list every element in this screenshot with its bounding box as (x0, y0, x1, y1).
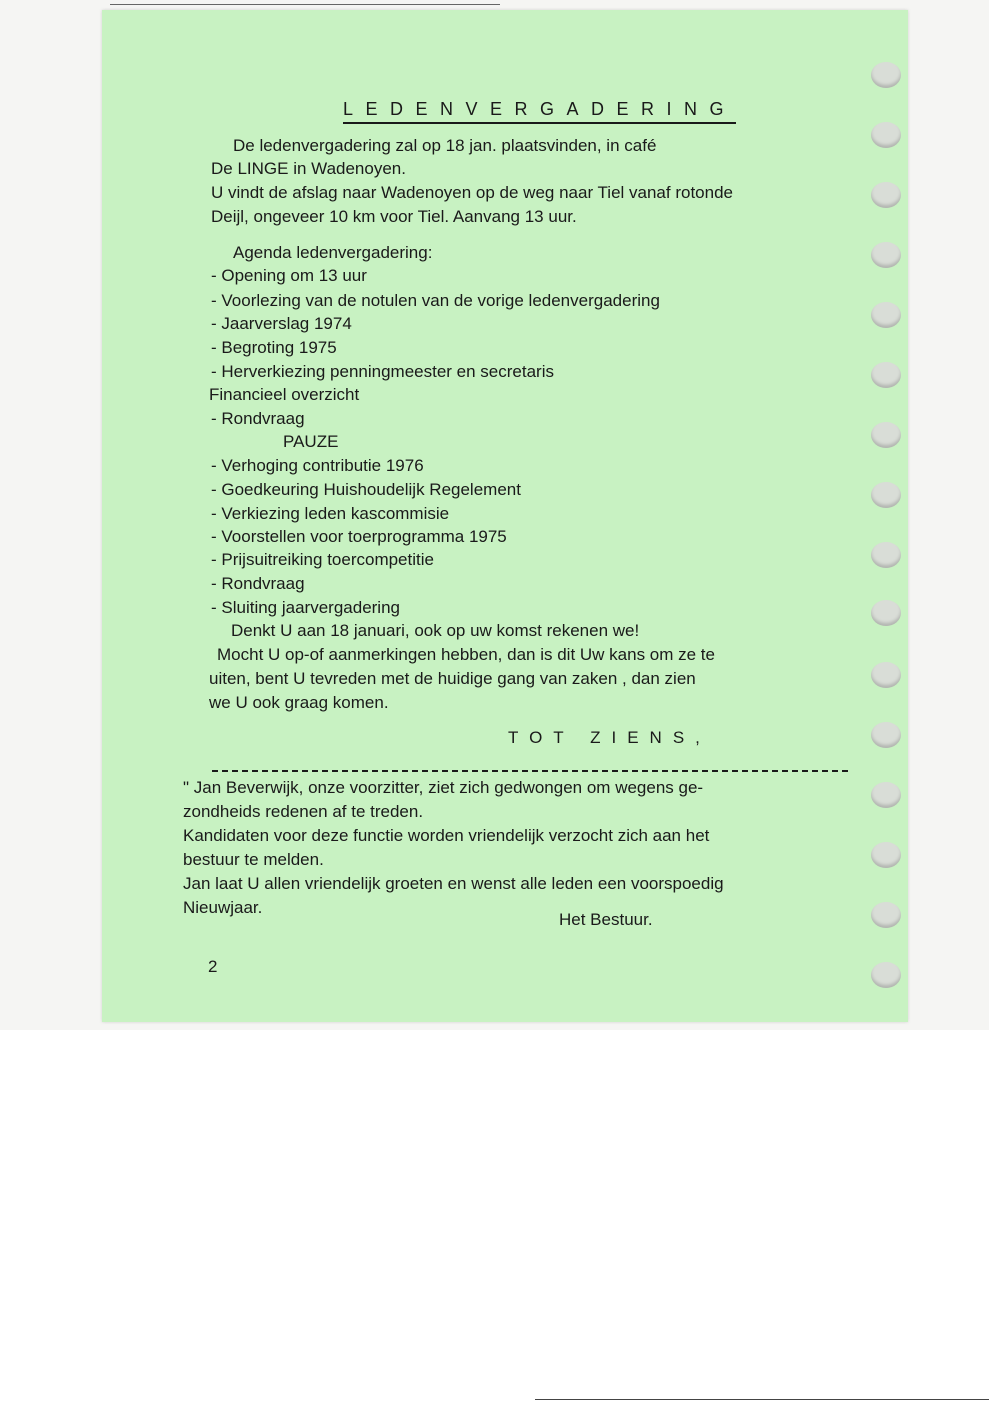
binder-hole-icon (871, 722, 901, 748)
agenda-item: - Jaarverslag 1974 (211, 314, 352, 333)
agenda-heading: Agenda ledenvergadering: (233, 243, 433, 262)
notice-line: bestuur te melden. (183, 850, 324, 869)
binder-hole-icon (871, 62, 901, 88)
notice-line: Kandidaten voor deze functie worden vriendelijk verzocht zich aan het (183, 826, 710, 845)
signature: Het Bestuur. (559, 910, 653, 929)
intro-line: Deijl, ongeveer 10 km voor Tiel. Aanvang 13 uur. (211, 207, 577, 226)
dashed-separator (212, 770, 848, 772)
binder-hole-icon (871, 242, 901, 268)
agenda-item: - Begroting 1975 (211, 338, 337, 357)
binder-hole-icon (871, 542, 901, 568)
tot-ziens-line: TOT ZIENS, (508, 728, 711, 747)
closing-line: we U ook graag komen. (209, 693, 389, 712)
binder-hole-icon (871, 600, 901, 626)
notice-line: " Jan Beverwijk, onze voorzitter, ziet zich gedwongen om wegens ge- (183, 778, 704, 797)
agenda-item: - Opening om 13 uur (211, 266, 367, 285)
binder-hole-icon (871, 842, 901, 868)
page-title: LEDENVERGADERING (343, 100, 736, 124)
closing-line: uiten, bent U tevreden met de huidige gang van zaken , dan zien (209, 669, 696, 688)
agenda-item: - Prijsuitreiking toercompetitie (211, 550, 434, 569)
agenda-item: - Verkiezing leden kascommisie (211, 504, 450, 523)
binder-hole-icon (871, 962, 901, 988)
intro-line: De ledenvergadering zal op 18 jan. plaatsvinden, in café (233, 136, 657, 155)
scan-bottom-line (535, 1399, 989, 1400)
notice-line: zondheids redenen af te treden. (183, 802, 424, 821)
agenda-item: - Verhoging contributie 1976 (211, 456, 424, 475)
agenda-item: - Sluiting jaarvergadering (211, 598, 400, 617)
page-number: 2 (208, 957, 218, 976)
agenda-pause: PAUZE (283, 432, 339, 451)
binder-hole-icon (871, 422, 901, 448)
agenda-item: - Goedkeuring Huishoudelijk Regelement (211, 480, 521, 499)
closing-line: Denkt U aan 18 januari, ook op uw komst rekenen we! (231, 621, 640, 640)
intro-line: De LINGE in Wadenoyen. (211, 159, 406, 178)
binder-hole-icon (871, 362, 901, 388)
binder-hole-icon (871, 782, 901, 808)
binder-hole-icon (871, 482, 901, 508)
binder-hole-icon (871, 122, 901, 148)
agenda-item: - Rondvraag (211, 574, 305, 593)
notice-line: Nieuwjaar. (183, 898, 263, 917)
closing-line: Mocht U op-of aanmerkingen hebben, dan is dit Uw kans om ze te (217, 645, 715, 664)
intro-line: U vindt de afslag naar Wadenoyen op de weg naar Tiel vanaf rotonde (211, 183, 733, 202)
notice-line: Jan laat U allen vriendelijk groeten en wenst alle leden een voorspoedig (183, 874, 724, 893)
agenda-item: - Voorlezing van de notulen van de vorige ledenvergadering (211, 291, 660, 310)
binder-hole-icon (871, 182, 901, 208)
agenda-item: - Herverkiezing penningmeester en secretaris (211, 362, 554, 381)
scan-edge-line (110, 4, 500, 5)
agenda-item: - Voorstellen voor toerprogramma 1975 (211, 527, 507, 546)
binder-hole-icon (871, 662, 901, 688)
agenda-item: Financieel overzicht (209, 385, 360, 404)
binder-hole-icon (871, 902, 901, 928)
agenda-item: - Rondvraag (211, 409, 305, 428)
binder-hole-icon (871, 302, 901, 328)
